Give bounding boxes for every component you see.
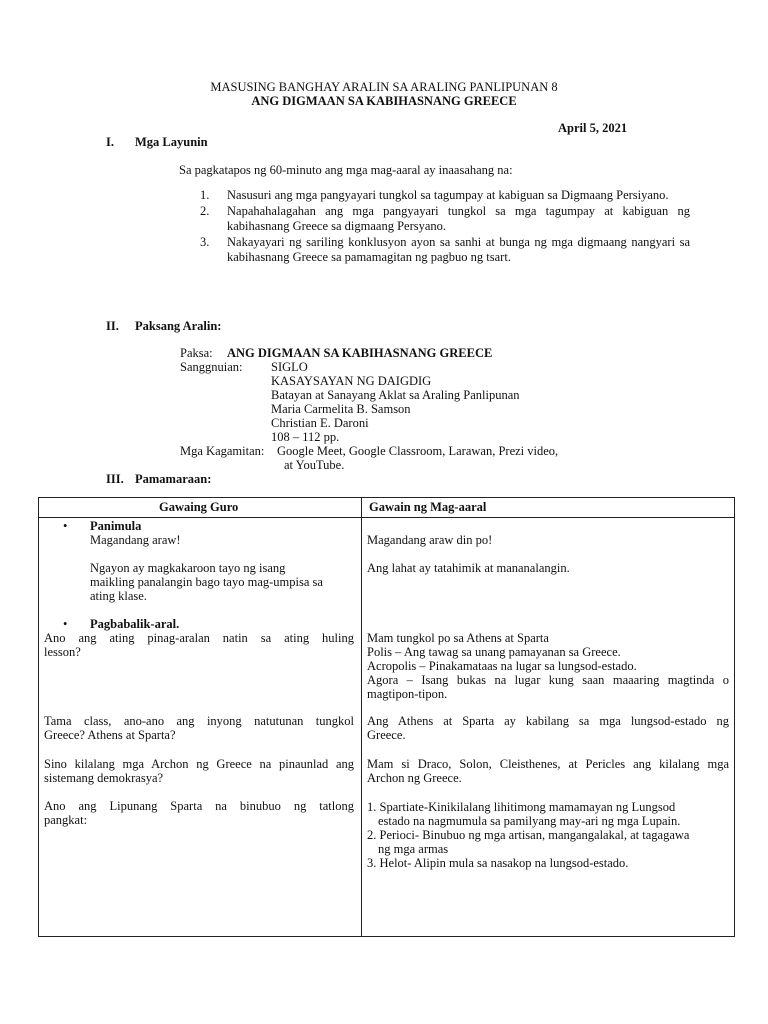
paksa-label: Paksa: [180,346,213,360]
guro-q2-line: Tama class, ano-ano ang inyong natutunan tungkol [44,714,354,728]
guro-q3-line: Sino kilalang mga Archon ng Greece na pinaunlad ang [44,757,354,771]
guro-greeting: Magandang araw! [90,533,181,547]
document-title: MASUSING BANGHAY ARALIN SA ARALING PANLIPUNAN 8 [210,80,558,94]
mag-a3-line: Archon ng Greece. [367,771,462,785]
mag-a2-line: Ang Athens at Sparta ay kabilang sa mga lungsod-estado ng [367,714,729,728]
bullet-icon: • [63,519,68,533]
sanggunian-line: Maria Carmelita B. Samson [271,402,411,416]
mag-a4-line: estado na nagmumula sa pamilyang may-ari ng mga Lupain. [378,814,681,828]
sanggunian-line: SIGLO [271,360,308,374]
table-header-cell [39,498,362,518]
section1-heading: Mga Layunin [135,135,208,149]
kagamitan-label: Mga Kagamitan: [180,444,265,458]
mag-a3-line: Mam si Draco, Solon, Cleisthenes, at Pericles ang kilalang mga [367,757,729,771]
kagamitan-value: Google Meet, Google Classroom, Larawan, Prezi video, [277,444,559,458]
section1-numeral: I. [106,135,114,149]
table-header-cell [362,498,735,518]
sanggunian-line: KASAYSAYAN NG DAIGDIG [271,374,432,388]
objective-item [200,204,690,234]
mag-a1-line: Polis – Ang tawag sa unang pamayanan sa Greece. [367,645,621,659]
guro-q1-line: lesson? [44,645,81,659]
document-subtitle: ANG DIGMAAN SA KABIHASNANG GREECE [251,94,517,108]
procedure-table [38,497,735,937]
objective-item [200,188,690,203]
section3-heading: Pamamaraan: [135,472,212,486]
objectives-intro: Sa pagkatapos ng 60-minuto ang mga mag-aaral ay inaasahang na: [179,163,513,177]
document-date: April 5, 2021 [558,121,628,135]
table-row [39,518,735,937]
paksa-value: ANG DIGMAAN SA KABIHASNANG GREECE [227,346,493,360]
sanggunian-line: 108 – 112 pp. [271,430,340,444]
mag-prayer: Ang lahat ay tatahimik at mananalangin. [367,561,570,575]
guro-cell [39,518,362,937]
kagamitan-value: at YouTube. [284,458,345,472]
objective-number: 1. [200,188,210,202]
mag-a1-line: magtipon-tipon. [367,687,448,701]
mag-a4-line: 2. Perioci- Binubuo ng mga artisan, mangangalakal, at tagagawa [367,828,690,842]
guro-prayer-line: Ngayon ay magkakaroon tayo ng isang [90,561,286,575]
mag-a4-line: 1. Spartiate-Kinikilalang lihitimong mamamayan ng Lungsod [367,800,676,814]
guro-prayer-line: ating klase. [90,589,147,603]
mag-a4-line: 3. Helot- Alipin mula sa nasakop na lungsod-estado. [367,856,629,870]
objective-item [200,235,690,265]
section2-heading: Paksang Aralin: [135,319,222,333]
table-header-row [39,498,735,518]
panimula-label: Panimula [90,519,142,533]
objective-text: Nasusuri ang mga pangyayari tungkol sa tagumpay at kabiguan sa Digmaang Persiyano. [227,188,669,202]
sanggunian-line: Batayan at Sanayang Aklat sa Araling Panlipunan [271,388,520,402]
mag-greeting: Magandang araw din po! [367,533,493,547]
mag-aaral-cell [362,518,735,937]
section3-numeral: III. [106,472,124,486]
pagbabalik-label: Pagbabalik-aral. [90,617,180,631]
guro-q4-line: pangkat: [44,813,88,827]
col-header-guro: Gawaing Guro [159,500,239,514]
sanggunian-line: Christian E. Daroni [271,416,369,430]
guro-q3-line: sistemang demokrasya? [44,771,164,785]
mag-a1-line: Agora – Isang bukas na lugar kung saan maaaring magtinda o [367,673,729,687]
objective-number: 3. [200,235,210,249]
guro-q4-line: Ano ang Lipunang Sparta na binubuo ng tatlong [44,799,354,813]
bullet-icon: • [63,617,68,631]
sanggunian-label: Sanggnuian: [180,360,243,374]
mag-a2-line: Greece. [367,728,406,742]
objective-text: Nakayayari ng sariling konklusyon ayon sa sanhi at bunga ng mga digmaang nangyari sa kabihasnang Greece sa pamamagitan ng pagbuo ng tsart. [227,235,690,264]
mag-a1-line: Mam tungkol po sa Athens at Sparta [367,631,549,645]
objectives-list [200,188,690,265]
section2-numeral: II. [106,319,119,333]
guro-q1-line: Ano ang ating pinag-aralan natin sa ating huling [44,631,354,645]
col-header-mag-aaral: Gawain ng Mag-aaral [369,500,487,514]
mag-a4-line: ng mga armas [378,842,449,856]
guro-prayer-line: maikling panalangin bago tayo mag-umpisa sa [90,575,323,589]
objective-text: Napahahalagahan ang mga pangyayari tungkol sa mga tagumpay at kabiguan ng kabihasnang Greece sa digmaang Persyano. [227,204,690,233]
objective-number: 2. [200,204,210,218]
mag-a1-line: Acropolis – Pinakamataas na lugar sa lungsod-estado. [367,659,637,673]
guro-q2-line: Greece? Athens at Sparta? [44,728,176,742]
